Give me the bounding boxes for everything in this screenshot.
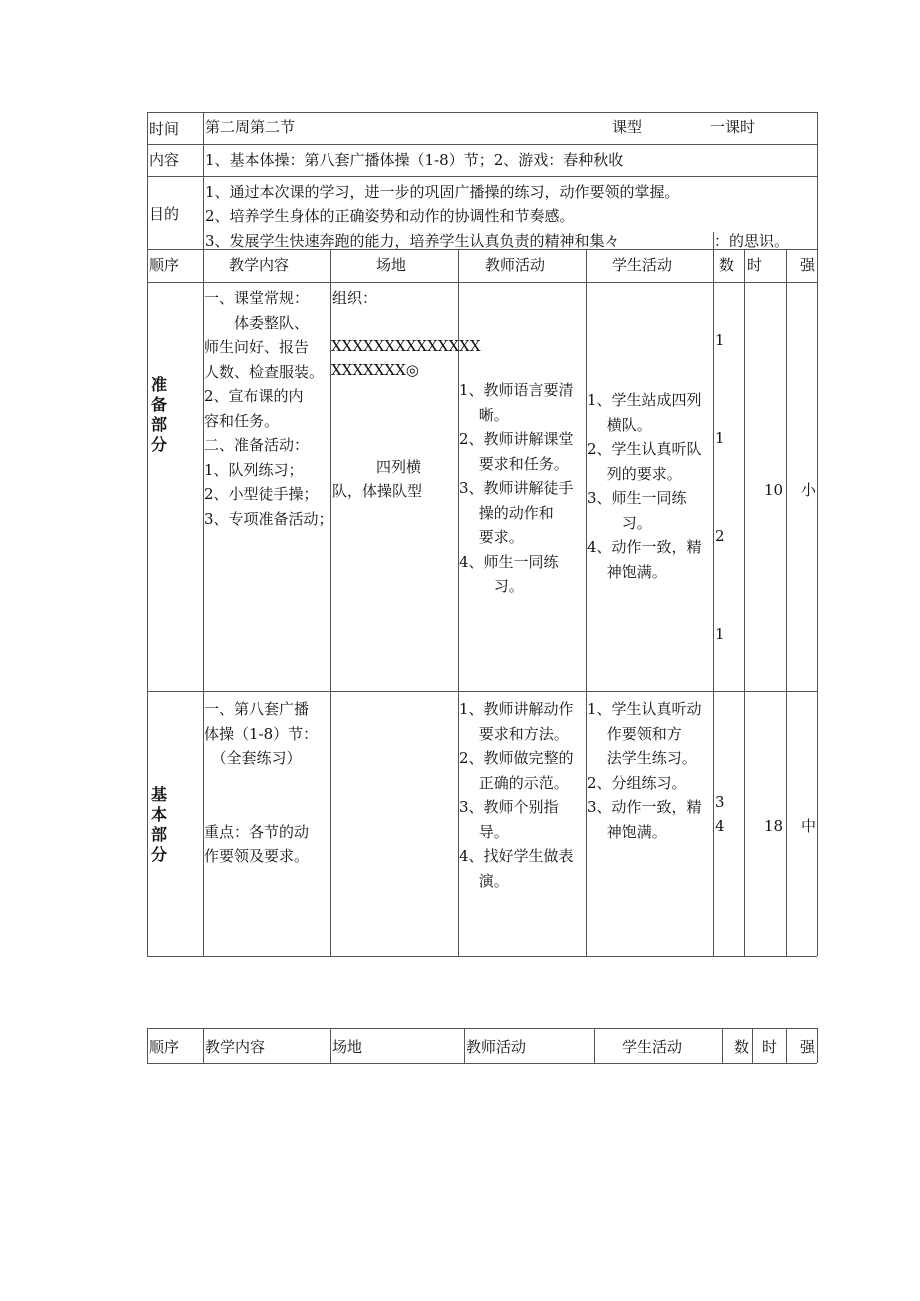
venue-line: XXXXXXXXXXXXXX xyxy=(331,337,481,355)
count-value: 1 xyxy=(715,331,725,349)
prep-student-line: 横队。 xyxy=(587,415,652,434)
basic-content-line: 重点：各节的动 xyxy=(204,822,310,841)
venue-line: 四列横 xyxy=(376,458,422,476)
prep-student-line: 1、学生站成四列 xyxy=(587,391,702,409)
goal-1: 1、通过本次课的学习，进一步的巩固广播操的练习，动作要领的掌握。 xyxy=(205,183,680,201)
table-rule xyxy=(464,1028,465,1063)
column-header: 强 xyxy=(800,256,816,274)
section-prep: 准备部分 xyxy=(151,375,168,454)
column-header: 数 xyxy=(719,256,735,274)
count-value: 3 xyxy=(715,793,725,811)
time-value: 18 xyxy=(764,817,784,835)
column-header: 时 xyxy=(747,256,763,274)
table2-column-header: 顺序 xyxy=(149,1038,180,1056)
table-rule xyxy=(744,249,745,956)
table-rule xyxy=(713,249,714,956)
basic-student-line: 法学生练习。 xyxy=(587,749,697,767)
count-value: 1 xyxy=(715,625,725,643)
basic-content-line: （全套练习） xyxy=(204,749,302,767)
table-rule xyxy=(203,1028,204,1063)
venue-line: 组织： xyxy=(332,289,378,307)
basic-content-line: 体操（1-8）节： xyxy=(204,724,319,743)
table-rule xyxy=(817,112,818,956)
section-basic: 基本部分 xyxy=(151,785,168,864)
time-label: 时间 xyxy=(149,120,180,138)
column-header: 场地 xyxy=(376,256,407,274)
prep-content-line: 二、准备活动： xyxy=(204,436,310,454)
prep-teacher-line: 习。 xyxy=(459,577,524,595)
table-rule xyxy=(786,1028,787,1063)
venue-line: XXXXXXX◎ xyxy=(331,361,419,379)
basic-student-line: 1、学生认真听动 xyxy=(587,700,702,718)
table2-column-header: 时 xyxy=(762,1038,778,1056)
table-rule xyxy=(147,691,817,692)
basic-teacher-line: 演。 xyxy=(459,871,509,890)
intensity-value: 中 xyxy=(801,817,817,835)
basic-teacher-line: 1、教师讲解动作 xyxy=(459,700,574,718)
basic-teacher-line: 正确的示范。 xyxy=(459,773,569,792)
table-rule xyxy=(147,112,817,113)
column-header: 学生活动 xyxy=(612,256,673,274)
column-header: 教学内容 xyxy=(229,256,290,274)
basic-teacher-line: 4、找好学生做表 xyxy=(459,847,574,865)
prep-content-line: 容和任务。 xyxy=(204,411,280,430)
basic-teacher-line: 导。 xyxy=(459,822,509,841)
venue-line: 队，体操队型 xyxy=(332,482,423,500)
prep-student-line: 神饱满。 xyxy=(587,562,667,581)
table2-column-header: 场地 xyxy=(332,1038,363,1056)
prep-content-line: 一、课堂常规： xyxy=(204,289,310,307)
content-value: 1、基本体操：第八套广播体操（1-8）节；2、游戏：春种秋收 xyxy=(205,151,624,169)
prep-student-line: 4、动作一致，精 xyxy=(587,538,702,556)
table2-column-header: 数 xyxy=(734,1038,750,1056)
basic-student-line: 神饱满。 xyxy=(587,822,667,841)
prep-teacher-line: 晰。 xyxy=(459,405,509,424)
goal-label: 目的 xyxy=(149,205,180,223)
prep-content-line: 人数、检查服装。 xyxy=(204,362,325,381)
prep-teacher-line: 要求和任务。 xyxy=(459,454,569,473)
table-rule xyxy=(147,956,817,957)
prep-content-line: 师生问好、报告 xyxy=(204,338,310,356)
count-value: 1 xyxy=(715,429,725,447)
basic-student-line: 3、动作一致，精 xyxy=(587,798,702,816)
count-value: 2 xyxy=(715,527,725,545)
count-value: 4 xyxy=(715,817,725,835)
prep-content-line: 1、队列练习； xyxy=(204,460,304,479)
basic-teacher-line: 要求和方法。 xyxy=(459,724,569,743)
prep-student-line: 2、学生认真听队 xyxy=(587,440,702,458)
type-value: 一课时 xyxy=(710,118,756,136)
table-rule xyxy=(147,282,817,283)
table-rule xyxy=(817,1028,818,1063)
prep-content-line: 2、宣布课的内 xyxy=(204,387,304,405)
table-rule xyxy=(586,249,587,956)
basic-student-line: 作要领和方 xyxy=(587,724,682,743)
intensity-value: 小 xyxy=(801,481,817,499)
prep-teacher-line: 2、教师讲解课堂 xyxy=(459,430,574,448)
goal-2: 2、培养学生身体的正确姿势和动作的协调性和节奏感。 xyxy=(205,207,575,225)
table-rule xyxy=(722,1028,723,1063)
time-value: 10 xyxy=(764,481,784,499)
table-rule xyxy=(786,249,787,956)
basic-student-line: 2、分组练习。 xyxy=(587,773,687,792)
table-rule xyxy=(147,144,817,145)
type-label: 课型 xyxy=(612,118,643,136)
table-rule xyxy=(147,176,817,177)
basic-content-line: 一、第八套广播 xyxy=(204,700,310,718)
time-value: 第二周第二节 xyxy=(205,118,296,136)
table-rule xyxy=(147,112,148,956)
content-label: 内容 xyxy=(149,151,180,169)
table-rule xyxy=(594,1028,595,1063)
table2-column-header: 强 xyxy=(800,1038,816,1056)
column-header: 顺序 xyxy=(149,256,180,274)
basic-teacher-line: 2、教师做完整的 xyxy=(459,749,574,767)
basic-teacher-line: 3、教师个别指 xyxy=(459,798,559,816)
prep-teacher-line: 3、教师讲解徒手 xyxy=(459,479,574,497)
prep-teacher-line: 要求。 xyxy=(459,528,524,546)
table-rule xyxy=(147,1028,817,1029)
prep-student-line: 习。 xyxy=(587,513,652,532)
prep-student-line: 列的要求。 xyxy=(587,464,682,483)
column-header: 教师活动 xyxy=(485,256,546,274)
table-rule xyxy=(330,1028,331,1063)
prep-content-line: 2、小型徒手操； xyxy=(204,485,319,503)
table2-column-header: 教学内容 xyxy=(205,1038,266,1056)
table-rule xyxy=(147,1063,817,1064)
prep-content-line: 3、专项准备活动； xyxy=(204,509,334,528)
prep-content-line: 体委整队、 xyxy=(204,313,310,332)
goal-3-end: ：的思识。 xyxy=(714,232,790,250)
table-rule xyxy=(147,1028,148,1063)
prep-student-line: 3、师生一同练 xyxy=(587,489,687,507)
prep-teacher-line: 1、教师语言要清 xyxy=(459,381,574,399)
basic-content-line: 作要领及要求。 xyxy=(204,847,310,865)
prep-teacher-line: 4、师生一同练 xyxy=(459,552,559,571)
goal-3: 3、发展学生快速奔跑的能力，培养学生认真负责的精神和集々 xyxy=(205,232,620,250)
table2-column-header: 教师活动 xyxy=(466,1038,527,1056)
table2-column-header: 学生活动 xyxy=(622,1038,683,1056)
table-rule xyxy=(752,1028,753,1063)
prep-teacher-line: 操的动作和 xyxy=(459,503,554,522)
